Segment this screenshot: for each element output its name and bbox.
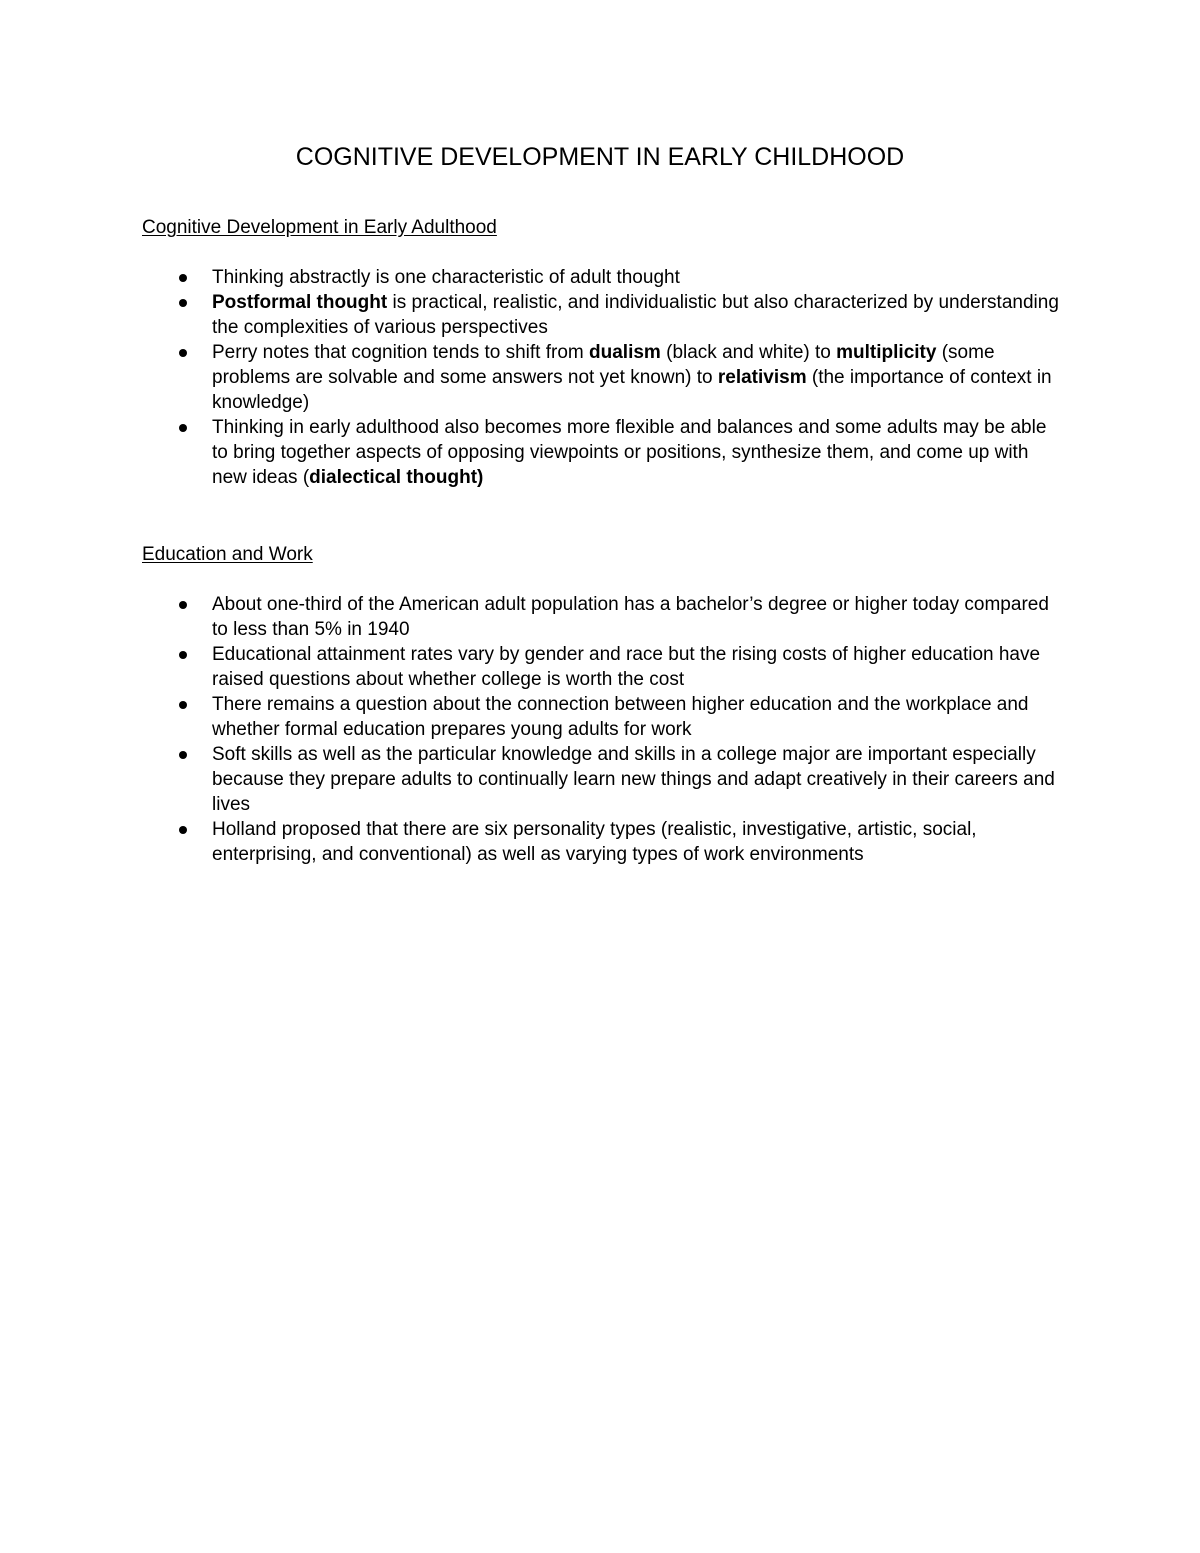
list-item <box>142 642 1062 692</box>
bullet-icon <box>179 424 187 432</box>
text-run: Thinking in early adulthood also becomes more flexible and balances and some adults may be able to bring together aspects of opposing viewpoints or positions, synthesize them, and come up with new ideas ( <box>212 417 1047 488</box>
text-run: Educational attainment rates vary by gender and race but the rising costs of higher education have raised questions about whether college is worth the cost <box>212 644 1041 690</box>
list-item <box>142 415 1062 490</box>
section-education-and-work <box>142 542 1062 867</box>
list-item-text <box>212 594 1049 640</box>
list-item <box>142 340 1062 415</box>
bullet-list <box>142 592 1062 867</box>
bullet-icon <box>179 299 187 307</box>
text-run: is practical, realistic, and individualistic but also characterized by understanding the complexities of various perspectives <box>212 292 1059 338</box>
list-item-text <box>212 267 680 288</box>
bullet-icon <box>179 274 187 282</box>
list-item-text <box>212 417 1046 488</box>
text-run: About one-third of the American adult population has a bachelor’s degree or higher today compared to less than 5% in 1940 <box>212 594 1049 640</box>
bullet-icon <box>179 751 187 759</box>
list-item-text <box>212 644 1040 690</box>
section-cognitive-development <box>142 215 1062 490</box>
text-run: There remains a question about the connection between higher education and the workplace and whether formal education prepares young adults for work <box>212 694 1029 740</box>
bold-term: relativism <box>717 367 807 388</box>
list-item-text <box>212 292 1059 338</box>
list-item <box>142 592 1062 642</box>
text-run: (some problems are solvable and some answers not yet known) to <box>212 342 995 388</box>
bold-term: dialectical thought) <box>309 467 484 488</box>
list-item <box>142 290 1062 340</box>
text-run: (black and white) to <box>660 342 837 363</box>
bold-term: Postformal thought <box>212 292 388 313</box>
section-heading: Education and Work <box>142 544 313 565</box>
bullet-list <box>142 265 1062 490</box>
list-item-text <box>212 819 977 865</box>
document-title: COGNITIVE DEVELOPMENT IN EARLY CHILDHOOD <box>295 143 905 171</box>
bullet-icon <box>179 349 187 357</box>
bold-term: dualism <box>589 342 661 363</box>
list-item <box>142 742 1062 817</box>
list-item <box>142 817 1062 867</box>
text-run: Thinking abstractly is one characteristic of adult thought <box>212 267 680 288</box>
text-run: Perry notes that cognition tends to shift from <box>212 342 590 363</box>
list-item <box>142 265 1062 290</box>
bold-term: multiplicity <box>836 342 937 363</box>
bullet-icon <box>179 601 187 609</box>
bullet-icon <box>179 826 187 834</box>
list-item-text <box>212 744 1055 815</box>
text-run: Soft skills as well as the particular knowledge and skills in a college major are important especially because they prepare adults to continually learn new things and adapt creatively in their careers and lives <box>212 744 1055 815</box>
list-item-text <box>212 694 1029 740</box>
list-item <box>142 692 1062 742</box>
bullet-icon <box>179 651 187 659</box>
bullet-icon <box>179 701 187 709</box>
list-item-text <box>212 342 1052 413</box>
text-run: (the importance of context in knowledge) <box>212 367 1052 413</box>
text-run: Holland proposed that there are six personality types (realistic, investigative, artistic, social, enterprising, and conventional) as well as varying types of work environments <box>212 819 977 865</box>
section-heading: Cognitive Development in Early Adulthood <box>142 217 497 238</box>
